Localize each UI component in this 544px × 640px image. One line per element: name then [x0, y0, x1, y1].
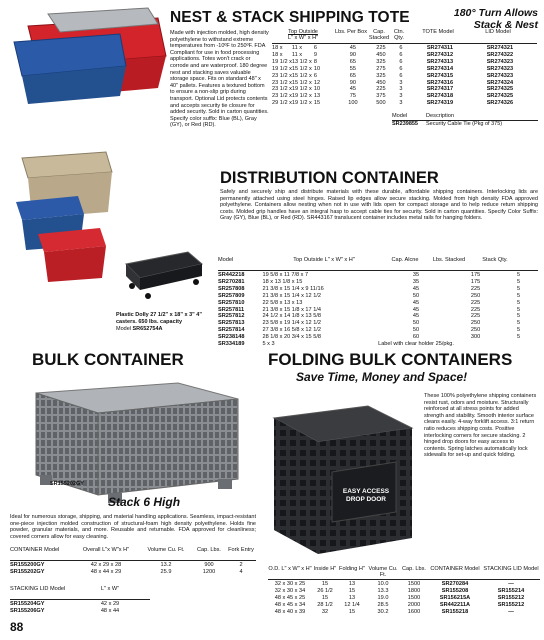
distribution-table: Model Top Outside L" x W" x H" Cap. Alcne Lbs. Stacked Stack Qty. SR442218 19 5/8 x 11 7/8 x 7 35 175 5 SR270281 18 x 13 1/8 x 15 35 175 5 SR257808 21 3/8 x 15 1/4 x 9 11/16 45 225 5 SR257809 21 3/8 x 15 1/4 x 12 1/2 50 250 5 SR257810 22 5/8 x 13 x 13 45 225 5 SR257811 21 3/8 x 15 1/8 x 17 1/4 45 225 5 SR257812 24 1/2 x 14 1/8 x 13 5/8 45 225 5 SR257813 23 5/8 x 19 1/4 x 12 1/2 50 250 5 SR257814 27 3/8 x 16 5/8 x 12 1/2 50 250 5 SR238148 28 1/8 x 20 3/4 x 15 5/8 60 300 5 SR334189 5 x 3 Label with clear holder 25/pkg. [218, 257, 540, 263]
table-cell: 325 [376, 72, 386, 79]
table-row [218, 334, 540, 341]
table-cell: 42 x 29 [100, 601, 120, 607]
table-cell: 27 3/8 x 16 5/8 x 12 1/2 [262, 327, 321, 334]
table-row [218, 286, 540, 293]
table-row [218, 327, 540, 334]
table-cell: 175 [470, 278, 481, 285]
table-cell: 225 [470, 299, 481, 306]
table-cell: 19 1/2 x [291, 100, 312, 107]
table-row [272, 100, 530, 107]
table-cell: SR155206GY [10, 607, 45, 614]
table-cell: 6 [399, 65, 403, 72]
table-row [272, 93, 530, 100]
table-cell: SR155212 [497, 594, 525, 601]
table-cell: SR155208 [441, 587, 469, 594]
table-cell: 13.2 [160, 562, 172, 568]
table-cell: 32 x 30 x 34 [274, 587, 306, 594]
table-cell: 48 x 45 x 25 [274, 594, 306, 601]
table-cell: SR155202GY [10, 568, 45, 575]
dolly-photo [118, 242, 206, 304]
table-cell: 15 [321, 594, 329, 601]
table-cell: 3 [399, 86, 403, 93]
table-cell: 90 [349, 79, 357, 86]
table-cell: 13 [348, 581, 356, 587]
table-cell: SR257809 [218, 292, 245, 299]
nest-table [272, 29, 540, 107]
table-cell: 32 x 30 x 25 [274, 581, 306, 587]
table-cell: 35 [412, 278, 420, 285]
table-cell: SR274325 [486, 86, 514, 93]
table-row [272, 86, 530, 93]
table-cell: 275 [376, 65, 386, 72]
turn-title: 180° Turn Allows Stack & Nest [453, 7, 538, 31]
lid-rows [10, 601, 140, 615]
page-number: 88 [10, 620, 24, 634]
table-cell: 19.0 [377, 594, 389, 601]
table-cell: SR274323 [486, 58, 514, 65]
table-cell: 23 1/2 x [272, 79, 292, 86]
table-cell: 225 [470, 313, 481, 320]
table-cell: 5 [517, 327, 521, 334]
table-row [272, 66, 530, 73]
table-cell: 1200 [202, 568, 216, 575]
security-tie-table: Model Description SR239855 Security Cable Tie (Pkg of 375) [392, 113, 538, 128]
table-row [268, 581, 540, 588]
table-cell: SR274311 [426, 45, 453, 51]
table-cell: 225 [470, 306, 481, 313]
table-cell: 45 [349, 45, 357, 51]
table-cell [497, 341, 540, 348]
table-cell: — [508, 581, 514, 587]
table-cell: 29 1/2 x [272, 100, 292, 107]
table-row [218, 300, 540, 307]
table-cell: 23 1/2 x [272, 86, 292, 93]
table-cell: SR274315 [426, 72, 454, 79]
distribution-rows [218, 272, 540, 348]
table-cell: 50 [412, 320, 420, 327]
table-cell: 75 [349, 93, 357, 100]
table-cell: 5 [517, 285, 521, 292]
table-cell: 50 [412, 327, 420, 334]
table-cell: 35 [412, 272, 420, 278]
table-cell: 225 [376, 45, 386, 51]
bulk-description: Ideal for numerous storage, shipping, and material handling applications. Seamless, impact-resistant one-piece injection molded construction of structural-foam high density polyethylene. Holds fine powder, granular materials, and more. Reusable and returnable. FDA approved for cleanliness; covered corners allow for easy cleaning. [10, 514, 256, 540]
table-cell: 250 [470, 292, 481, 299]
table-cell: 25.9 [160, 568, 172, 575]
nest-col-size: Top Outside L" x W" x H" [287, 29, 319, 42]
table-cell: 48 x 45 x 34 [274, 601, 306, 608]
table-cell: SR257810 [218, 299, 245, 306]
table-row [218, 313, 540, 320]
table-cell: SR274312 [426, 51, 454, 58]
table-cell: 5 [517, 272, 521, 278]
table-cell: 175 [470, 272, 481, 278]
table-cell: 22 5/8 x 13 x 13 [262, 299, 303, 306]
table-cell: 18 x [272, 45, 283, 51]
table-cell: 55 [349, 65, 357, 72]
table-cell: 65 [349, 58, 357, 65]
table-cell: SR274317 [426, 86, 454, 93]
nest-rows [272, 45, 530, 107]
table-cell: 900 [204, 562, 214, 568]
table-cell: 48 x 44 [100, 607, 120, 614]
table-cell: SR334189 [218, 341, 245, 348]
table-cell: 5 [517, 313, 521, 320]
table-cell: 500 [376, 100, 386, 107]
table-cell: 450 [376, 79, 386, 86]
table-cell: SR270281 [218, 278, 245, 285]
table-row [10, 601, 140, 608]
bulk-lid-table: STACKING LID Model L" x W" SR155204GY 42 x 29 SR155206GY 48 x 44 [10, 586, 150, 592]
table-cell: SR442211A [439, 601, 471, 608]
table-cell: SR238148 [218, 334, 245, 341]
table-cell: 28 1/2 [317, 601, 333, 608]
folding-table: O.D. L" x W" x H" Inside H" Folding H" Volume Cu. Ft. Cap. Lbs. CONTAINER Model STACKING LID Model 32 x 30 x 25 15 13 10.0 1500 SR270284 — 32 x 30 x 34 26 1/2 15 13.3 1800 SR155208 SR155214 48 x 45 x 25 15 13 19.0 1500 SR156215A SR155212 48 x 45 x 34 28 1/2 12 1/4 28.5 2000 SR442211A SR155212 48 x 40 x 39 32 15 30.2 1600 SR155218 — [268, 566, 539, 615]
distribution-description: Safely and securely ship and distribute materials with these durable, affordable shipping containers. Interlocking lids are permanently attached using steel hinges. Raised lip edges allow secure stacking. Molded from high density FDA approved polyethylene. Containers allow nesting when not in use with lids open for compact storage and to help reduce return shipping costs. Molded grip handles have an integral hasp to accept cable ties for security. Sold in carton quantities. Specify Color Suffix: Gray (GY), Blue (BL), or Red (RD). SR443167 translucent container includes metal rails for hanging folders. [220, 189, 538, 222]
table-cell: SR155214 [497, 587, 525, 594]
table-cell: 45 [349, 86, 357, 93]
table-cell: 5 [517, 320, 521, 327]
table-cell: 5 [517, 306, 521, 313]
table-cell: 32 [321, 608, 329, 615]
table-row [10, 608, 140, 615]
table-cell: SR257811 [218, 306, 245, 313]
table-cell: 24 1/2 x 14 1/8 x 13 5/8 [262, 313, 321, 320]
table-cell: 6 [399, 51, 403, 58]
table-row [268, 588, 540, 595]
table-cell: SR274321 [486, 45, 514, 51]
table-row [272, 80, 530, 87]
table-cell: 12 [313, 79, 321, 86]
table-row [10, 569, 256, 576]
table-cell: 4 [239, 568, 243, 575]
table-cell: 5 [517, 299, 521, 306]
table-cell: 225 [376, 86, 386, 93]
folding-subtitle: Save Time, Money and Space! [296, 370, 468, 384]
tote-photo [8, 6, 168, 106]
table-cell: SR270284 [441, 581, 469, 587]
bulk-rows [10, 562, 256, 576]
table-cell: 375 [376, 93, 386, 100]
table-cell: 21 3/8 x 15 1/8 x 17 1/4 [262, 306, 321, 313]
table-cell: SR274326 [486, 100, 514, 107]
table-cell: Label with clear holder 25/pkg. [378, 341, 454, 348]
table-row [218, 279, 540, 286]
table-cell: 15 [313, 100, 321, 107]
table-cell: 1800 [407, 587, 421, 594]
table-cell: 2000 [407, 601, 421, 608]
stack-label: Stack 6 High [108, 495, 181, 509]
table-cell: SR257808 [218, 285, 245, 292]
table-cell: 15 [348, 608, 356, 615]
table-cell: SR257812 [218, 313, 245, 320]
table-cell: 60 [412, 334, 420, 341]
table-cell: 13 1/2 x [291, 58, 312, 65]
table-cell: 48 x 44 x 29 [90, 568, 122, 575]
table-cell: 19 1/2 x [291, 93, 312, 100]
bulk-photo-label: SR155202GY [50, 481, 84, 487]
table-cell: 1500 [407, 594, 421, 601]
table-cell: 23 1/2 x [272, 93, 292, 100]
table-cell: 15 1/2 x [291, 72, 312, 79]
table-cell: SR274316 [426, 79, 454, 86]
table-cell: SR155212 [497, 601, 525, 608]
table-row [218, 293, 540, 300]
table-row [10, 562, 256, 569]
table-cell: 2 [239, 562, 243, 568]
table-cell: — [508, 608, 514, 615]
nest-col-cap: Cap. Stacked [368, 29, 390, 42]
table-cell: 21 3/8 x 15 1/4 x 12 1/2 [262, 292, 321, 299]
table-cell: 18 x 13 1/8 x 15 [262, 278, 303, 285]
table-cell: 10.0 [377, 581, 389, 587]
table-cell: 18 x [272, 51, 283, 58]
bulk-table: CONTAINER Model Overall L"x W"x H" Volume Cu. Ft. Cap. Lbs. Fork Entry SR155200GY 42 x 29 x 28 13.2 900 2 SR155202GY 48 x 44 x 29 25.9 1200 4 [10, 547, 256, 553]
table-cell: 13.3 [377, 587, 389, 594]
table-cell: SR274322 [486, 51, 514, 58]
table-cell: 90 [349, 51, 357, 58]
table-cell: 6 [399, 58, 403, 65]
table-cell: SR257813 [218, 320, 245, 327]
nest-col-ctn: Ctn. Qty. [393, 29, 405, 42]
folding-rows [268, 581, 540, 616]
table-cell: 5 [517, 278, 521, 285]
table-cell: 10 [313, 65, 321, 72]
table-cell: 42 x 29 x 28 [90, 562, 122, 568]
table-cell: 50 [412, 292, 420, 299]
table-cell: 325 [376, 58, 386, 65]
nest-col-tote: TOTE Model [422, 29, 454, 35]
table-cell: 5 [517, 334, 521, 341]
nest-description: Made with injection molded, high density polyethylene to withstand extreme temperatures from -10ºF to 250ºF. FDA Compliant for use in food processing applications. Totes won't crack or corrode and are waterproof. 180 degree nest and stacking saves valuable storage space. Fits on standard 48" x 40" pallets. Features a textured bottom to ensure a non-slip grip during transport. Optional Lid protects contents and accepts security tie closure for added security. Sold in carton quantities. Specify color suffix: Blue (BL), Gray (GY), or Red (RD). [170, 30, 269, 129]
table-cell: SR274319 [426, 100, 454, 107]
table-cell: 9 [313, 51, 318, 58]
distribution-title: DISTRIBUTION CONTAINER [220, 169, 439, 187]
distribution-photo [8, 150, 116, 285]
table-cell: 30.2 [377, 608, 389, 615]
table-cell: 6 [399, 45, 403, 51]
table-cell: 100 [348, 100, 358, 107]
table-cell: 45 [412, 299, 420, 306]
table-cell: 65 [349, 72, 357, 79]
table-cell: 11 x [291, 45, 303, 51]
table-cell: 15 [348, 587, 356, 594]
table-cell: SR155200GY [10, 562, 45, 568]
table-row [268, 595, 540, 602]
folding-title: FOLDING BULK CONTAINERS [268, 350, 513, 369]
dolly-caption: Plastic Dolly 27 1/2" x 18" x 3" 4" casters. 650 lbs. capacity Model SR652754A [116, 312, 202, 333]
table-cell: 3 [399, 100, 403, 107]
table-cell: 28.5 [377, 601, 389, 608]
table-cell: 12 1/4 [344, 601, 360, 608]
nest-col-lbs: Lbs. Per Box [334, 29, 368, 35]
table-cell: SR274323 [486, 65, 514, 72]
table-row [218, 341, 540, 348]
table-cell: SR274318 [426, 93, 454, 100]
table-cell: SR442218 [218, 272, 245, 278]
table-cell: 13 [348, 594, 356, 601]
bulk-title: BULK CONTAINER [32, 350, 184, 369]
table-cell: 3 [399, 79, 403, 86]
table-cell: 11 x [291, 51, 303, 58]
table-cell: SR155218 [441, 608, 469, 615]
table-cell [454, 341, 497, 348]
table-cell: 15 1/2 x [291, 65, 312, 72]
table-row [272, 45, 530, 52]
table-cell: 6 [313, 45, 318, 51]
drop-door-label: EASY ACCESS DROP DOOR [342, 488, 390, 503]
table-cell: 48 x 40 x 39 [274, 608, 306, 615]
table-cell: SR274325 [486, 93, 514, 100]
table-cell: 300 [470, 334, 481, 341]
table-cell: 6 [313, 72, 318, 79]
table-cell: 19 1/2 x [272, 58, 292, 65]
table-cell: 8 [313, 58, 318, 65]
table-cell: 3 [399, 93, 403, 100]
table-row [218, 272, 540, 279]
table-cell: 23 1/2 x [272, 72, 292, 79]
table-row [272, 59, 530, 66]
table-cell: 23 5/8 x 19 1/4 x 12 1/2 [262, 320, 321, 327]
table-cell: 19 1/2 x [291, 86, 312, 93]
table-row [272, 73, 530, 80]
bulk-photo [28, 375, 242, 510]
table-cell: 1600 [407, 608, 421, 615]
table-cell: SR274313 [426, 58, 454, 65]
table-row [268, 609, 540, 616]
table-cell: 250 [470, 320, 481, 327]
table-cell: 45 [412, 285, 420, 292]
table-cell: SR257814 [218, 327, 245, 334]
table-cell: SR274324 [486, 79, 514, 86]
nest-col-lid: LID Model [485, 29, 511, 35]
table-row [218, 320, 540, 327]
table-cell: 450 [376, 51, 386, 58]
table-cell: 15 1/2 x [291, 79, 312, 86]
table-cell: 19 5/8 x 11 7/8 x 7 [262, 272, 309, 278]
table-cell: SR156215A [439, 594, 471, 601]
table-cell: 45 [412, 306, 420, 313]
table-row [268, 602, 540, 609]
table-cell: 45 [412, 313, 420, 320]
table-cell: 250 [470, 327, 481, 334]
table-cell: SR155204GY [10, 601, 45, 607]
table-cell: 19 1/2 x [272, 65, 292, 72]
table-cell: 225 [470, 285, 481, 292]
table-cell: 13 [313, 93, 321, 100]
folding-description: These 100% polyethylene shipping containers resist rust, odors and moisture. Structurally reinforced at all stress points for added strength and stability. Smooth interior surface cleans easily. 4-way forklift access. 3:1 return ratio reduces shipping costs. Positive interlocking corners for secure stacking. 2 hinged drop doors for easy access to contents. Spring latches automatically lock sidewalls for set-up and quick folding. [424, 393, 537, 459]
table-cell: 28 1/8 x 20 3/4 x 15 5/8 [262, 334, 321, 341]
table-cell: SR274323 [486, 72, 514, 79]
table-cell: 10 [313, 86, 321, 93]
table-row [272, 52, 530, 59]
table-cell: SR274314 [426, 65, 454, 72]
table-cell: 6 [399, 72, 403, 79]
table-cell: 26 1/2 [317, 587, 333, 594]
table-cell: 15 [321, 581, 329, 587]
folding-photo [268, 388, 416, 564]
table-cell: 5 [517, 292, 521, 299]
table-cell: 1500 [407, 581, 421, 587]
nest-title: NEST & STACK SHIPPING TOTE [170, 9, 410, 26]
table-cell: 21 3/8 x 15 1/4 x 9 11/16 [262, 285, 324, 292]
table-row [218, 307, 540, 314]
table-cell: 5 x 3 [262, 341, 275, 348]
